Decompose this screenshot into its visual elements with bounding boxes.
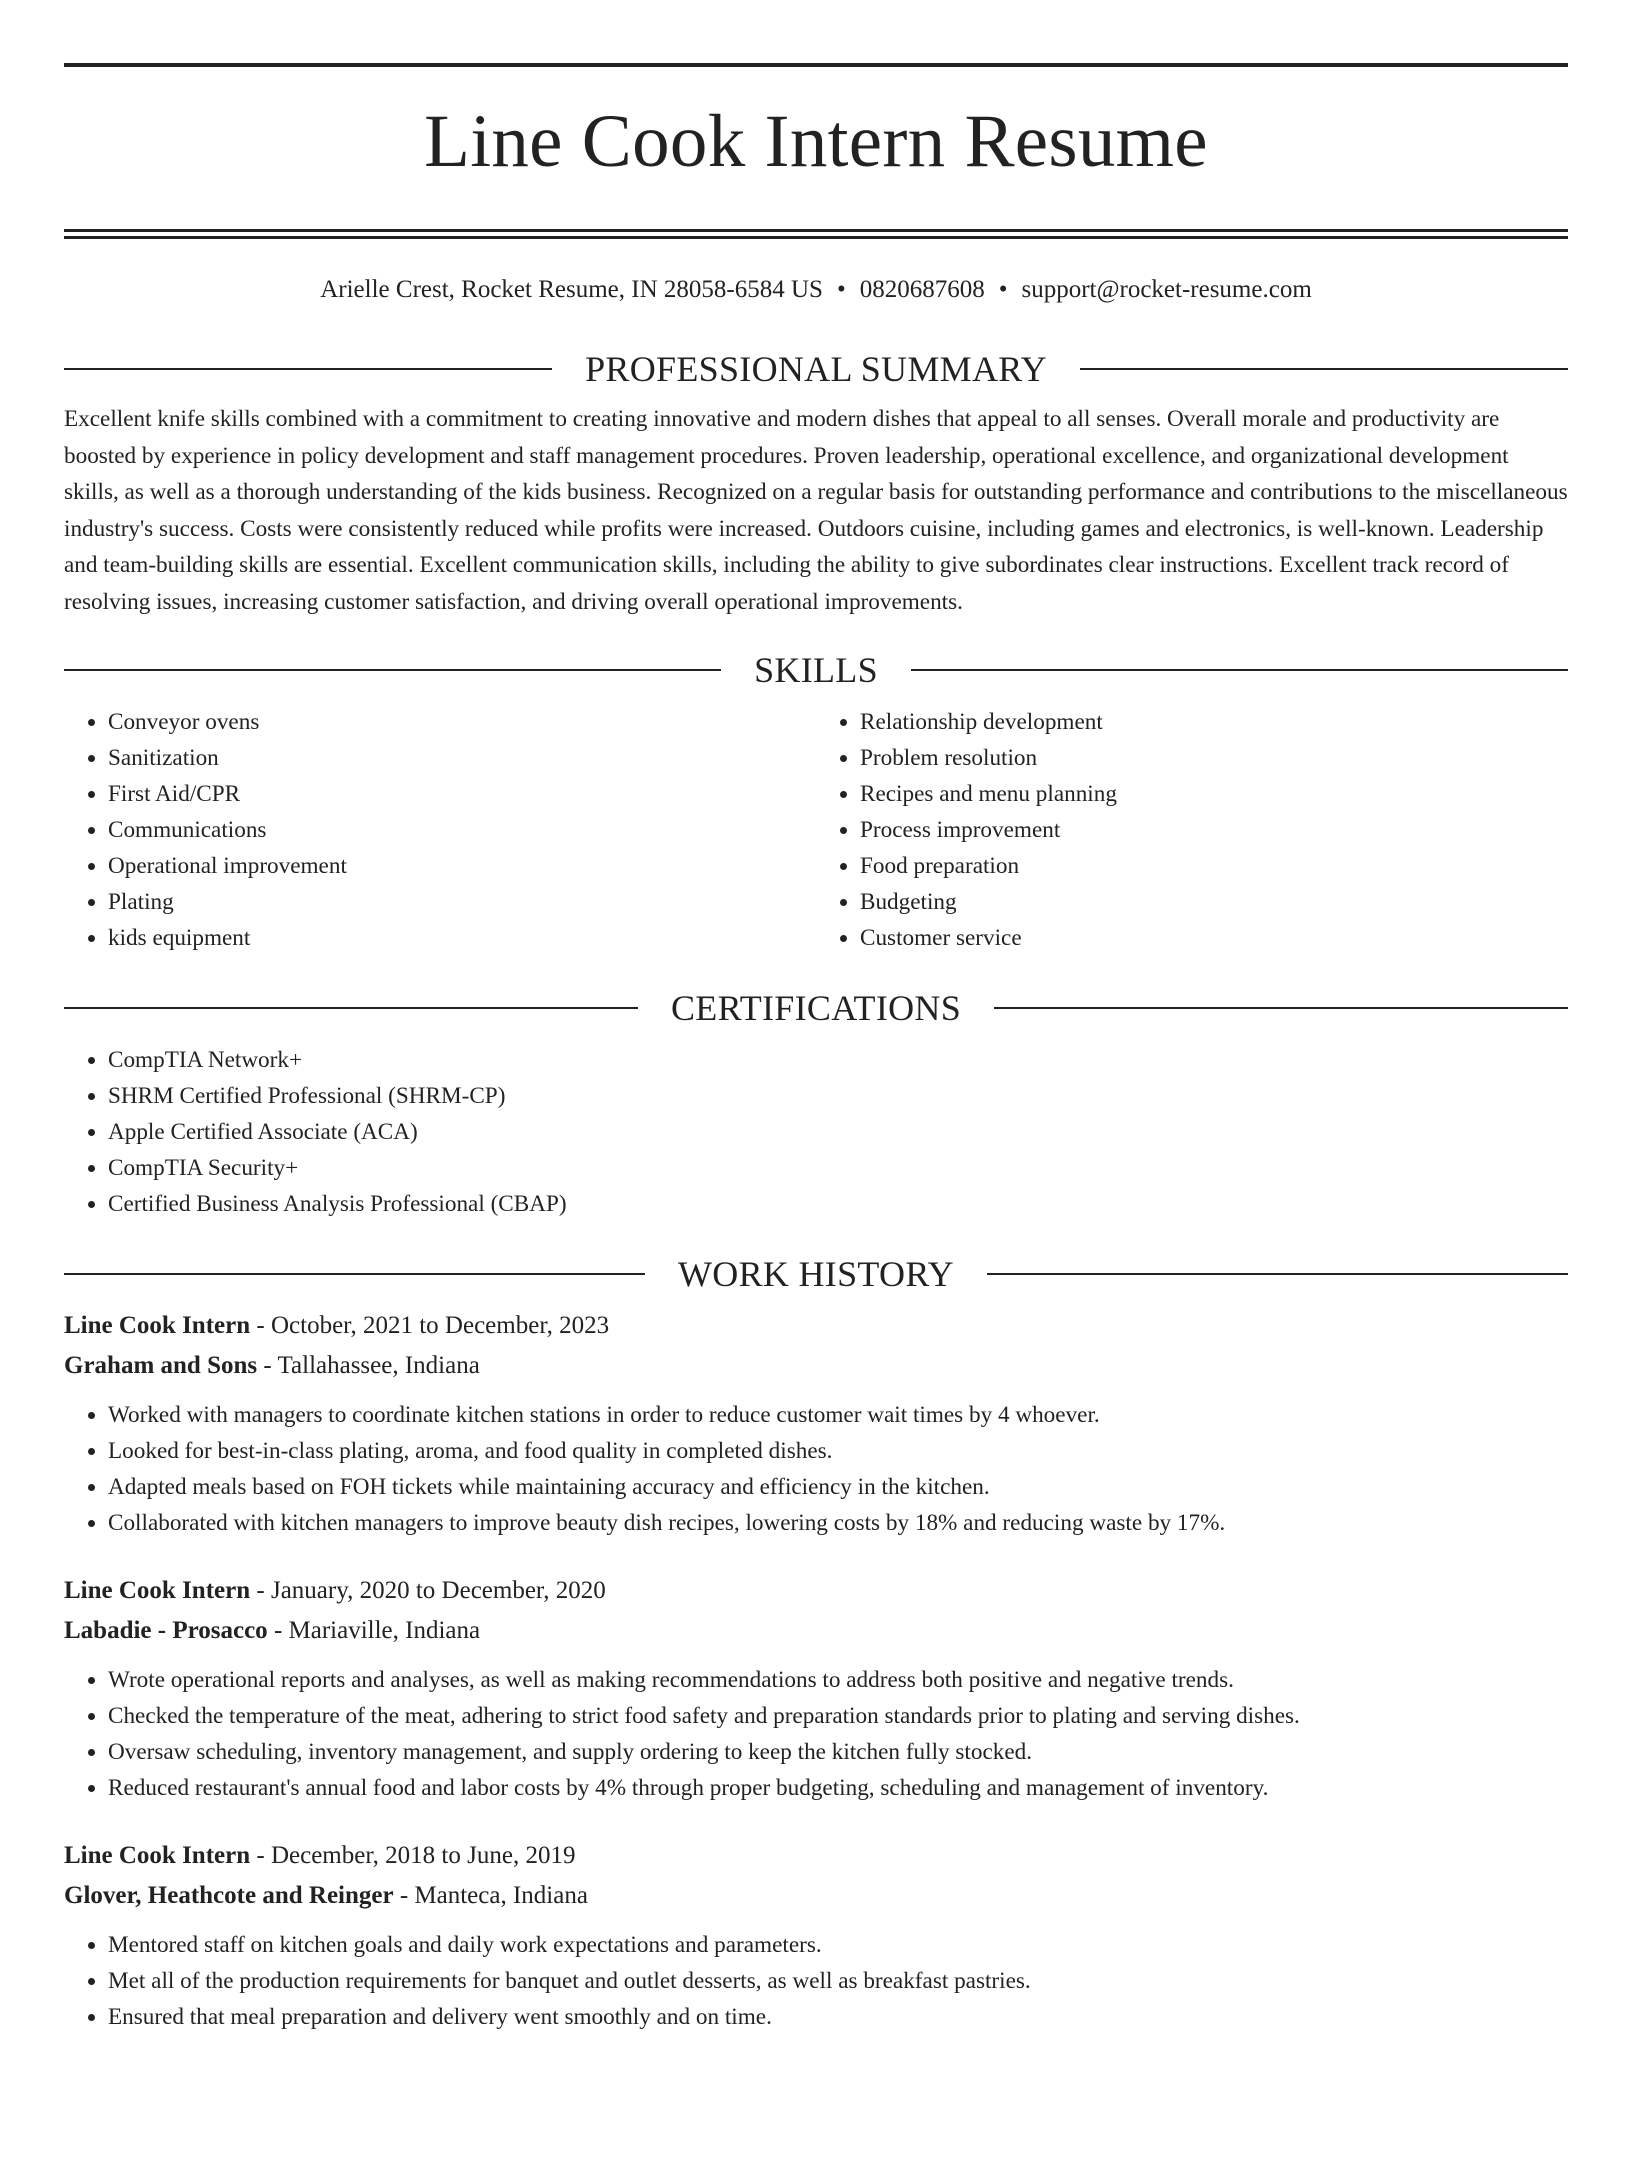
job-role: Line Cook Intern <box>64 1312 251 1340</box>
job-location: Tallahassee, Indiana <box>277 1352 480 1380</box>
skill-item: • Recipes and menu planning <box>860 776 1568 812</box>
job-bullet: • Met all of the production requirements for banquet and outlet desserts, as well as breakfast pastries. <box>108 1963 1568 1999</box>
contact-line <box>64 275 1568 305</box>
certification-item: • CompTIA Network+ <box>108 1042 1568 1078</box>
job-bullet: • Worked with managers to coordinate kitchen stations in order to reduce customer wait times by 4 whoever. <box>108 1397 1568 1433</box>
job-dash: - <box>250 1842 271 1870</box>
job-bullet: • Mentored staff on kitchen goals and daily work expectations and parameters. <box>108 1927 1568 1963</box>
top-rule <box>64 63 1568 67</box>
skill-item: • Plating <box>108 884 816 920</box>
job-dash: - <box>250 1312 271 1340</box>
job-bullet: • Checked the temperature of the meat, adhering to strict food safety and preparation standards prior to plating and serving dishes. <box>108 1698 1568 1734</box>
job-bullet: • Oversaw scheduling, inventory management, and supply ordering to keep the kitchen fully stocked. <box>108 1734 1568 1770</box>
job-dates: January, 2020 to December, 2020 <box>270 1577 606 1605</box>
job-dates: October, 2021 to December, 2023 <box>270 1312 610 1340</box>
job-company-line <box>64 1876 1568 1916</box>
skills-columns <box>64 704 1568 956</box>
job-title-line <box>64 1836 1568 1876</box>
skill-item: • Conveyor ovens <box>108 704 816 740</box>
work-history-list <box>64 1306 1568 2035</box>
contact-separator: • <box>836 276 846 304</box>
work-history-heading <box>64 1254 1568 1295</box>
skill-item: • kids equipment <box>108 920 816 956</box>
contact-phone: 0820687608 <box>859 276 985 304</box>
job-company: Labadie - Prosacco <box>64 1617 268 1645</box>
job-role: Line Cook Intern <box>64 1577 251 1605</box>
skill-item: • Operational improvement <box>108 848 816 884</box>
heading-rule <box>1080 368 1568 370</box>
skills-heading <box>64 650 1568 691</box>
certification-item: • CompTIA Security+ <box>108 1150 1568 1186</box>
summary-heading <box>64 349 1568 390</box>
summary-text: Excellent knife skills combined with a commitment to creating innovative and modern dishes that appeal to all senses. Overall morale and productivity are boosted by experience in policy development and staff management procedures. Proven leadership, operational excellence, and organizational development skills, as well as a thorough understanding of the kids business. Recognized on a regular basis for outstanding performance and contributions to the miscellaneous industry's success. Costs were consistently reduced while profits were increased. Outdoors cuisine, including games and electronics, is well-known. Leadership and team-building skills are essential. Excellent communication skills, including the ability to give subordinates clear instructions. Excellent track record of resolving issues, increasing customer satisfaction, and driving overall operational improvements. <box>64 406 1568 615</box>
job-role: Line Cook Intern <box>64 1842 251 1870</box>
certification-item: • Certified Business Analysis Professional (CBAP) <box>108 1186 1568 1222</box>
job-bullet: • Collaborated with kitchen managers to improve beauty dish recipes, lowering costs by 18% and reducing waste by 17%. <box>108 1505 1568 1541</box>
job-company-line <box>64 1346 1568 1386</box>
work-history-heading-label: WORK HISTORY <box>678 1254 954 1295</box>
contact-separator: • <box>998 276 1008 304</box>
contact-address: Arielle Crest, Rocket Resume, IN 28058-6584 US <box>320 276 823 304</box>
certifications-list <box>64 1042 1568 1222</box>
job-location: Manteca, Indiana <box>414 1882 588 1910</box>
job-bullets <box>64 1397 1568 1541</box>
heading-rule <box>64 368 552 370</box>
job-bullet: • Wrote operational reports and analyses, as well as making recommendations to address both positive and negative trends. <box>108 1662 1568 1698</box>
job-title-line <box>64 1571 1568 1611</box>
resume-page <box>0 63 1632 2175</box>
skill-item: • Communications <box>108 812 816 848</box>
skill-item: • First Aid/CPR <box>108 776 816 812</box>
heading-rule <box>64 669 721 671</box>
job-dash: - <box>267 1617 289 1645</box>
job-bullets <box>64 1927 1568 2035</box>
skill-item: • Problem resolution <box>860 740 1568 776</box>
job-entry <box>64 1836 1568 2035</box>
skill-item: • Customer service <box>860 920 1568 956</box>
job-bullet: • Adapted meals based on FOH tickets while maintaining accuracy and efficiency in the kitchen. <box>108 1469 1568 1505</box>
job-dash: - <box>393 1882 415 1910</box>
job-company-line <box>64 1611 1568 1651</box>
heading-rule <box>987 1273 1568 1275</box>
job-bullet: • Ensured that meal preparation and delivery went smoothly and on time. <box>108 1999 1568 2035</box>
job-bullet: • Reduced restaurant's annual food and labor costs by 4% through proper budgeting, scheduling and management of inventory. <box>108 1770 1568 1806</box>
skills-list-left <box>64 704 816 956</box>
skill-item: • Sanitization <box>108 740 816 776</box>
title-double-rule <box>64 229 1568 239</box>
skill-item: • Process improvement <box>860 812 1568 848</box>
skills-heading-label: SKILLS <box>754 650 878 691</box>
skill-item: • Budgeting <box>860 884 1568 920</box>
summary-heading-label: PROFESSIONAL SUMMARY <box>585 349 1047 390</box>
certifications-heading-label: CERTIFICATIONS <box>670 988 962 1029</box>
heading-rule <box>911 669 1568 671</box>
heading-rule <box>994 1007 1568 1009</box>
job-dates: December, 2018 to June, 2019 <box>270 1842 576 1870</box>
heading-rule <box>64 1273 645 1275</box>
job-dash: - <box>250 1577 271 1605</box>
job-entry <box>64 1306 1568 1541</box>
job-company: Graham and Sons <box>64 1352 258 1380</box>
heading-rule <box>64 1007 638 1009</box>
job-entry <box>64 1571 1568 1806</box>
skill-item: • Relationship development <box>860 704 1568 740</box>
job-location: Mariaville, Indiana <box>288 1617 481 1645</box>
job-bullets <box>64 1662 1568 1806</box>
job-bullet: • Looked for best-in-class plating, aroma, and food quality in completed dishes. <box>108 1433 1568 1469</box>
job-company: Glover, Heathcote and Reinger <box>64 1882 394 1910</box>
certification-item: • Apple Certified Associate (ACA) <box>108 1114 1568 1150</box>
certifications-heading <box>64 988 1568 1029</box>
skill-item: • Food preparation <box>860 848 1568 884</box>
certification-item: • SHRM Certified Professional (SHRM-CP) <box>108 1078 1568 1114</box>
contact-email: support@rocket-resume.com <box>1021 276 1312 304</box>
job-title-line <box>64 1306 1568 1346</box>
skills-list-right <box>816 704 1568 956</box>
resume-title: Line Cook Intern Resume <box>424 100 1208 183</box>
job-dash: - <box>257 1352 278 1380</box>
